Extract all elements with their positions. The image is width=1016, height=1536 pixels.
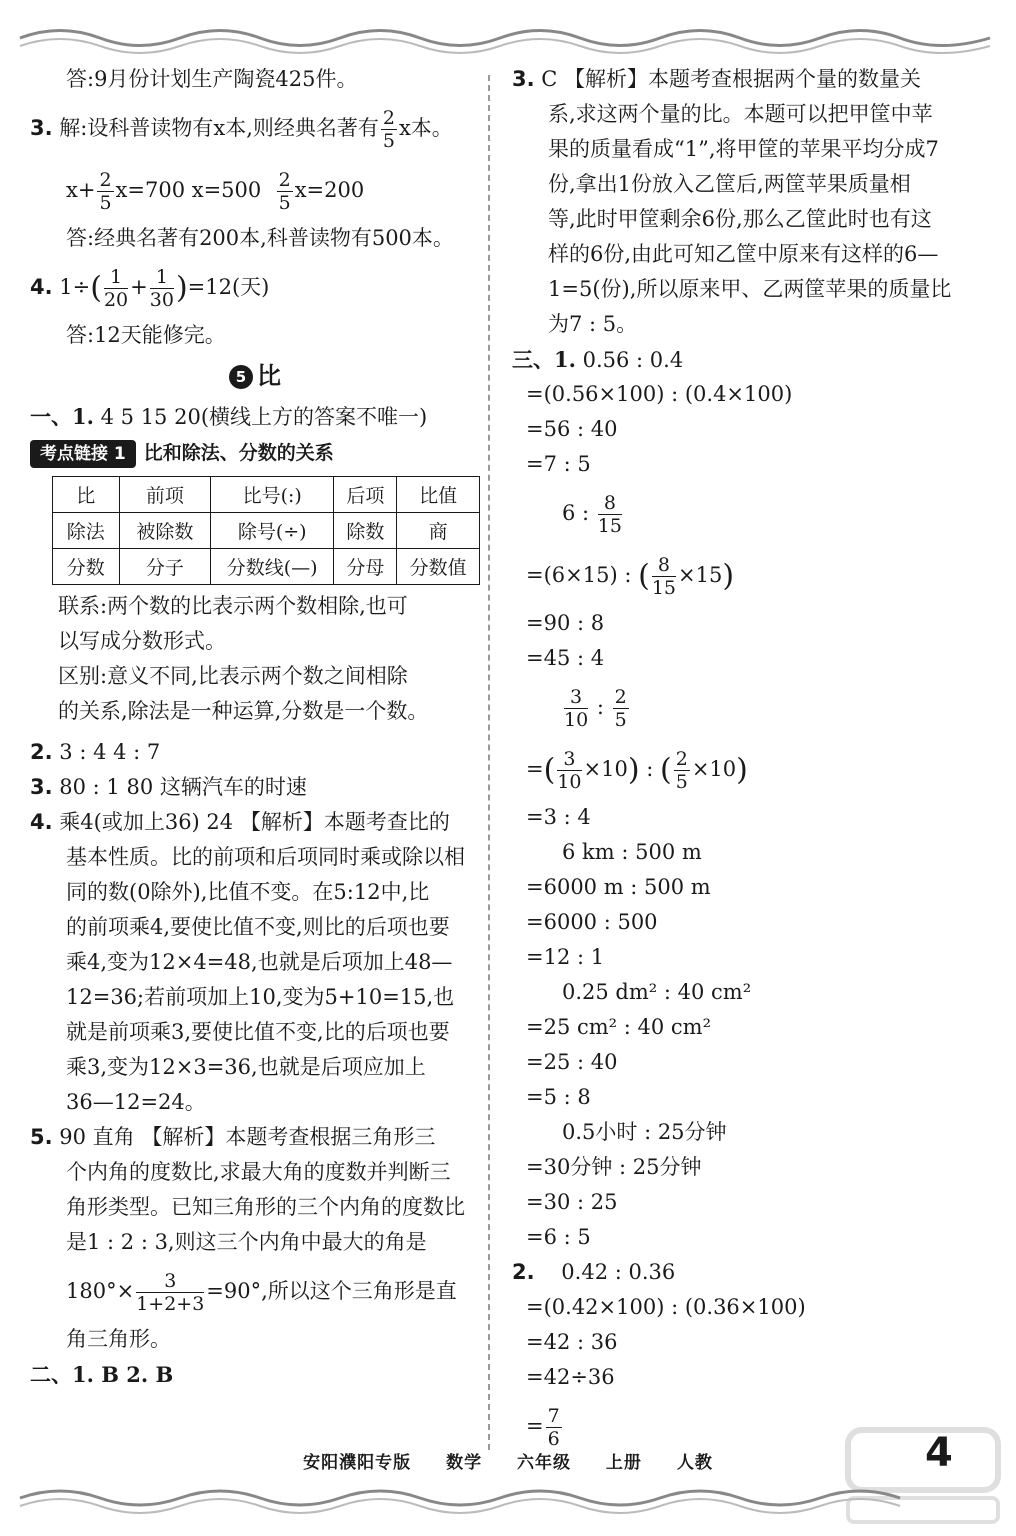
note-line: 的关系,除法是一种运算,分数是一个数。 bbox=[58, 699, 429, 723]
analysis-line: 为7 : 5。 bbox=[548, 312, 638, 336]
calc-line: =7 : 5 bbox=[526, 452, 591, 476]
table-cell: 分数线(—) bbox=[211, 549, 334, 585]
calc-line: =45 : 4 bbox=[526, 646, 605, 670]
calc-line: =30 : 25 bbox=[526, 1190, 618, 1214]
question-text: 80 : 1 80 这辆汽车的时速 bbox=[59, 775, 307, 799]
fraction bbox=[598, 492, 622, 537]
denominator: 5 bbox=[675, 771, 688, 793]
calc-line: =3 : 4 bbox=[526, 805, 591, 829]
equation-part: x=200 bbox=[294, 178, 365, 202]
answer-line: 答:12天能修完。 bbox=[66, 323, 226, 347]
calc-line: 0.25 dm² : 40 cm² bbox=[562, 980, 752, 1004]
denominator: 5 bbox=[382, 130, 395, 152]
denominator: 6 bbox=[547, 1428, 560, 1450]
calc-line: =90 : 8 bbox=[526, 611, 605, 635]
numerator: 7 bbox=[547, 1405, 560, 1427]
paren-close: ) bbox=[722, 558, 735, 594]
fraction bbox=[136, 1270, 204, 1315]
numerator: 8 bbox=[652, 554, 676, 577]
equation-part: ×10 bbox=[583, 757, 628, 781]
denominator: 30 bbox=[149, 289, 174, 311]
question-number: 5. bbox=[30, 1125, 53, 1149]
calc-line: =5 : 8 bbox=[526, 1085, 591, 1109]
table-row bbox=[53, 549, 480, 585]
analysis-line: 就是前项乘3,要使比值不变,比的后项也要 bbox=[66, 1020, 450, 1044]
note-line: 区别:意义不同,比表示两个数之间相除 bbox=[58, 664, 408, 688]
calc-line: =42 : 36 bbox=[526, 1330, 618, 1354]
calc-line bbox=[512, 738, 962, 800]
denominator: 5 bbox=[278, 192, 291, 214]
fraction bbox=[546, 1405, 562, 1450]
part-label: 一、1. bbox=[30, 404, 94, 429]
analysis-line: 等,此时甲筐剩余6份,那么乙筐此时也有这 bbox=[548, 207, 932, 231]
denominator: 5 bbox=[99, 192, 112, 214]
question-number: 2. bbox=[30, 740, 53, 764]
left-column bbox=[30, 62, 480, 1392]
analysis-line: 系,求这两个量的比。本题可以把甲筐中苹 bbox=[548, 102, 933, 126]
fraction bbox=[613, 686, 629, 731]
equation-part: =90°,所以这个三角形是直 bbox=[206, 1279, 457, 1303]
paren-close: ) bbox=[627, 752, 640, 788]
calc-line: =(0.56×100) : (0.4×100) bbox=[526, 382, 793, 406]
paren-close: ) bbox=[175, 270, 188, 306]
denominator: 1+2+3 bbox=[136, 1293, 205, 1315]
table-cell: 分数 bbox=[53, 549, 120, 585]
question-number: 4. bbox=[30, 275, 53, 299]
denominator: 15 bbox=[651, 577, 676, 599]
relation-note bbox=[30, 589, 480, 729]
calc-line: =6000 m : 500 m bbox=[526, 875, 711, 899]
footer-publisher: 人教 bbox=[676, 1453, 713, 1473]
table-row bbox=[53, 477, 480, 513]
part-text: 4 5 15 20(横线上方的答案不唯一) bbox=[100, 405, 428, 429]
plus-sign: + bbox=[130, 275, 148, 299]
question-3b bbox=[30, 770, 480, 805]
question-number: 4. bbox=[30, 810, 53, 834]
analysis-line: 样的6份,由此可知乙筐中原来有这样的6— bbox=[548, 242, 939, 266]
denominator: 15 bbox=[597, 515, 622, 537]
part-2-line: 二、1. B 2. B bbox=[30, 1362, 174, 1387]
question-2 bbox=[30, 735, 480, 770]
table-cell: 比号(:) bbox=[211, 477, 334, 513]
paren-open: ( bbox=[543, 752, 556, 788]
equation-line bbox=[30, 159, 480, 221]
paren-close: ) bbox=[736, 752, 748, 788]
question-text: 3 : 4 4 : 7 bbox=[59, 740, 161, 764]
fraction bbox=[104, 266, 128, 311]
right-column bbox=[512, 62, 962, 1457]
analysis-line: 个内角的度数比,求最大角的度数并判断三 bbox=[66, 1160, 451, 1184]
question-4b bbox=[30, 805, 480, 1120]
calc-line: 0.56 : 0.4 bbox=[582, 348, 684, 372]
ratio-sign: : bbox=[590, 695, 611, 719]
equation-part: =12(天) bbox=[187, 275, 270, 299]
question-text: x本。 bbox=[398, 116, 453, 140]
column-divider bbox=[488, 75, 490, 1450]
denominator: 10 bbox=[557, 771, 582, 793]
calc-line: =6 : 5 bbox=[526, 1225, 591, 1249]
equation-part: x=700 x=500 bbox=[115, 178, 262, 202]
table-cell: 分母 bbox=[334, 549, 397, 585]
numerator: 1 bbox=[150, 266, 174, 289]
table-cell: 商 bbox=[397, 513, 480, 549]
numerator: 2 bbox=[278, 169, 291, 191]
footer-subject: 数学 bbox=[446, 1453, 483, 1473]
fraction bbox=[277, 169, 293, 214]
calc-line: =12 : 1 bbox=[526, 945, 605, 969]
knowledge-link-title: 比和除法、分数的关系 bbox=[143, 442, 334, 464]
analysis-line: 是1 : 2 : 3,则这三个内角中最大的角是 bbox=[66, 1230, 427, 1254]
question-number: 3. bbox=[512, 67, 535, 91]
analysis-line: 90 直角 【解析】本题考查根据三角形三 bbox=[59, 1125, 436, 1149]
equation-part: ×15 bbox=[678, 563, 723, 587]
denominator: 20 bbox=[103, 289, 129, 311]
question-number: 3. bbox=[30, 116, 53, 140]
equation-part: = bbox=[526, 757, 544, 781]
table-cell: 前项 bbox=[119, 477, 210, 513]
analysis-line: 乘4,变为12×4=48,也就是后项加上48— bbox=[66, 950, 453, 974]
analysis-line: 角三角形。 bbox=[66, 1327, 171, 1351]
equation-part: 180°× bbox=[66, 1279, 135, 1303]
paren-open: ( bbox=[660, 752, 672, 788]
fraction bbox=[557, 748, 581, 793]
denominator: 5 bbox=[614, 709, 627, 731]
analysis-line: 份,拿出1份放入乙筐后,两筐苹果质量相 bbox=[548, 172, 911, 196]
analysis-line: 基本性质。比的前项和后项同时乘或除以相 bbox=[66, 845, 465, 869]
paren-open: ( bbox=[90, 270, 102, 306]
table-cell: 除号(÷) bbox=[211, 513, 334, 549]
calc-line bbox=[512, 544, 962, 606]
note-line: 以写成分数形式。 bbox=[58, 629, 226, 653]
fraction bbox=[564, 686, 588, 731]
section-title-text: 比 bbox=[257, 362, 281, 390]
calc-line: 6 km : 500 m bbox=[562, 840, 702, 864]
calc-line bbox=[512, 482, 962, 544]
decorative-border-bottom bbox=[0, 1486, 1016, 1526]
analysis-line: 的前项乘4,要使比值不变,则比的后项也要 bbox=[66, 915, 450, 939]
equation-part: 1÷ bbox=[59, 275, 91, 299]
ratio-sign: : bbox=[639, 757, 660, 781]
calc-line: 0.42 : 0.36 bbox=[561, 1260, 676, 1284]
answer-line: 答:经典名著有200本,科普读物有500本。 bbox=[66, 226, 454, 250]
numerator: 3 bbox=[557, 748, 581, 771]
numerator: 1 bbox=[104, 266, 128, 289]
table-row bbox=[53, 513, 480, 549]
calc-line: 0.5小时 : 25分钟 bbox=[562, 1120, 727, 1144]
calc-line: =(0.42×100) : (0.36×100) bbox=[526, 1295, 806, 1319]
fraction bbox=[652, 554, 676, 599]
analysis-line: 36—12=24。 bbox=[66, 1090, 206, 1114]
table-cell: 后项 bbox=[334, 477, 397, 513]
footer-grade: 六年级 bbox=[517, 1453, 571, 1473]
section-title bbox=[30, 353, 480, 399]
equation-part: =(6×15) : bbox=[526, 563, 639, 587]
equation-part: ×10 bbox=[691, 757, 737, 781]
calc-line: =25 cm² : 40 cm² bbox=[526, 1015, 712, 1039]
analysis-line: 乘3,变为12×3=36,也就是后项应加上 bbox=[66, 1055, 426, 1079]
analysis-line: 果的质量看成“1”,将甲筐的苹果平均分成7 bbox=[548, 137, 939, 161]
part-1-line bbox=[30, 399, 480, 434]
analysis-line: 同的数(0除外),比值不变。在5:12中,比 bbox=[66, 880, 430, 904]
section-number-badge: 5 bbox=[229, 365, 253, 389]
table-cell: 除法 bbox=[53, 513, 120, 549]
numerator: 3 bbox=[136, 1270, 204, 1293]
analysis-line: 1=5(份),所以原来甲、乙两筐苹果的质量比 bbox=[548, 277, 952, 301]
knowledge-link-header bbox=[30, 434, 480, 472]
question-3 bbox=[30, 97, 480, 159]
question-text: 解:设科普读物有x本,则经典名著有 bbox=[59, 116, 379, 140]
numerator: 2 bbox=[382, 107, 395, 129]
fraction bbox=[381, 107, 397, 152]
question-number: 2. bbox=[512, 1260, 535, 1284]
numerator: 2 bbox=[99, 169, 112, 191]
fraction bbox=[150, 266, 174, 311]
analysis-line: C 【解析】本题考查根据两个量的数量关 bbox=[541, 67, 922, 91]
equation-part: 6 : bbox=[562, 501, 596, 525]
part-3-line bbox=[512, 342, 962, 377]
numerator: 2 bbox=[675, 748, 688, 770]
question-number: 3. bbox=[30, 775, 53, 799]
question-4 bbox=[30, 256, 480, 318]
table-cell: 比值 bbox=[397, 477, 480, 513]
calc-line: =56 : 40 bbox=[526, 417, 618, 441]
part-label: 三、1. bbox=[512, 347, 576, 372]
calc-line: =30分钟 : 25分钟 bbox=[526, 1155, 702, 1179]
table-cell: 分数值 bbox=[397, 549, 480, 585]
calc-line: =25 : 40 bbox=[526, 1050, 618, 1074]
numerator: 3 bbox=[564, 686, 588, 709]
paren-open: ( bbox=[638, 558, 650, 594]
calc-line bbox=[512, 676, 962, 738]
analysis-line: 12=36;若前项加上10,变为5+10=15,也 bbox=[66, 985, 455, 1009]
question-2-calc bbox=[512, 1255, 962, 1290]
table-cell: 分子 bbox=[119, 549, 210, 585]
fraction bbox=[97, 169, 113, 214]
footer-volume: 上册 bbox=[605, 1453, 642, 1473]
analysis-line: 乘4(或加上36) 24 【解析】本题考查比的 bbox=[59, 810, 450, 834]
question-3-choice bbox=[512, 62, 962, 342]
equation-part: x+ bbox=[66, 178, 96, 202]
calc-line: =6000 : 500 bbox=[526, 910, 658, 934]
page-number: 4 bbox=[925, 1430, 953, 1476]
relation-table bbox=[52, 476, 480, 585]
table-cell: 除数 bbox=[334, 513, 397, 549]
analysis-line: 角形类型。已知三角形的三个内角的度数比 bbox=[66, 1195, 465, 1219]
table-cell: 比 bbox=[53, 477, 120, 513]
denominator: 10 bbox=[564, 709, 589, 731]
question-5 bbox=[30, 1120, 480, 1357]
answer-line: 答:9月份计划生产陶瓷425件。 bbox=[66, 67, 358, 91]
decorative-border-top bbox=[0, 18, 1016, 58]
numerator: 2 bbox=[614, 686, 627, 708]
equation-part: = bbox=[526, 1414, 544, 1438]
footer-edition: 安阳濮阳专版 bbox=[303, 1453, 412, 1473]
numerator: 8 bbox=[598, 492, 622, 515]
analysis-line bbox=[30, 1260, 480, 1322]
knowledge-link-badge: 考点链接 1 bbox=[30, 440, 136, 468]
calc-line: =42÷36 bbox=[526, 1365, 615, 1389]
fraction bbox=[674, 748, 690, 793]
note-line: 联系:两个数的比表示两个数相除,也可 bbox=[58, 594, 408, 618]
table-cell: 被除数 bbox=[119, 513, 210, 549]
